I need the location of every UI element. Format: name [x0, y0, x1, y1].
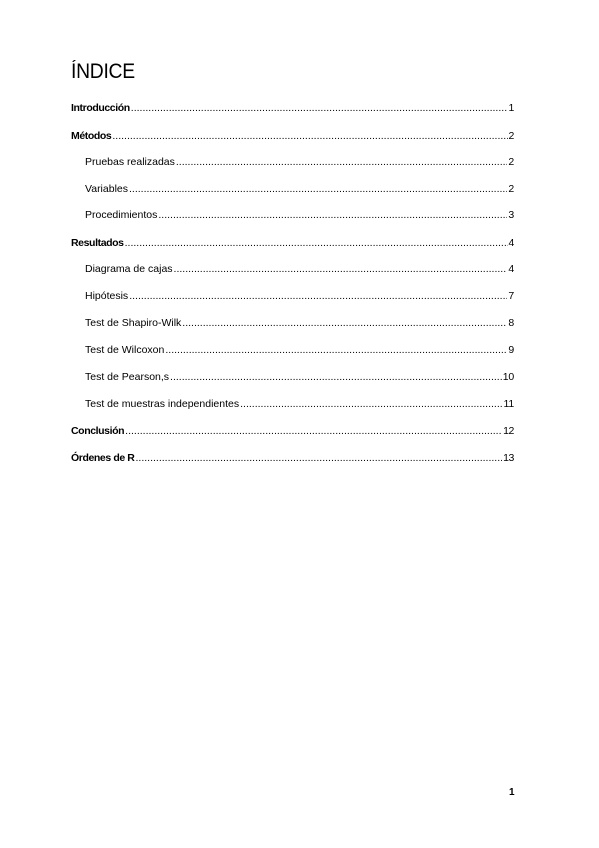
- toc-entry-page: 2: [508, 130, 514, 142]
- toc-entry-label: Variables: [85, 183, 128, 195]
- toc-entry-label: Conclusión: [71, 425, 125, 437]
- toc-entry-procedimientos[interactable]: [85, 208, 514, 222]
- toc-dot-leader: [165, 343, 507, 357]
- toc-dot-leader: [135, 451, 502, 465]
- toc-dot-leader: [240, 397, 502, 411]
- toc-entry-page: 12: [503, 425, 514, 437]
- toc-entry-test-muestras-independientes[interactable]: [85, 397, 514, 411]
- toc-dot-leader: [129, 182, 507, 196]
- toc-entry-ordenes-de-r[interactable]: [71, 451, 514, 465]
- toc-entry-page: 11: [503, 398, 514, 410]
- toc-entry-label: Test de Shapiro-Wilk: [85, 317, 182, 329]
- toc-entry-metodos[interactable]: [71, 129, 514, 143]
- toc-dot-leader: [125, 236, 508, 250]
- toc-entry-pruebas-realizadas[interactable]: [85, 155, 514, 169]
- toc-entry-variables[interactable]: [85, 182, 514, 196]
- toc-entry-page: 13: [503, 452, 514, 464]
- toc-entry-page: 10: [502, 371, 514, 383]
- toc-entry-label: Introducción: [71, 102, 130, 114]
- toc-entry-test-wilcoxon[interactable]: [85, 343, 514, 357]
- toc-entry-label: Procedimientos: [85, 209, 158, 221]
- toc-entry-page: 8: [508, 317, 514, 329]
- toc-entry-label: Test de muestras independientes: [85, 398, 240, 410]
- toc-entry-hipotesis[interactable]: [85, 289, 514, 303]
- toc-entry-page: 1: [508, 102, 514, 114]
- toc-entry-label: Diagrama de cajas: [85, 263, 173, 275]
- toc-dot-leader: [182, 316, 507, 330]
- toc-entry-test-shapiro-wilk[interactable]: [85, 316, 514, 330]
- page-title: ÍNDICE: [71, 60, 135, 83]
- toc-entry-page: 3: [508, 209, 514, 221]
- toc-entry-conclusion[interactable]: [71, 424, 514, 438]
- toc-entry-page: 2: [508, 183, 514, 195]
- toc-dot-leader: [174, 262, 508, 276]
- toc-entry-page: 4: [508, 237, 514, 249]
- toc-dot-leader: [131, 101, 508, 115]
- toc-dot-leader: [125, 424, 502, 438]
- toc-entry-page: 9: [508, 344, 514, 356]
- toc-dot-leader: [129, 289, 507, 303]
- toc-entry-diagrama-de-cajas[interactable]: [85, 262, 514, 276]
- toc-entry-label: Órdenes de R: [71, 452, 135, 464]
- toc-entry-page: 4: [508, 263, 514, 275]
- toc-entry-label: Test de Pearson,s: [85, 371, 170, 383]
- toc-entry-label: Test de Wilcoxon: [85, 344, 165, 356]
- toc-entry-page: 2: [508, 156, 514, 168]
- toc-entry-label: Métodos: [71, 130, 112, 142]
- toc-entry-page: 7: [508, 290, 514, 302]
- toc-entry-label: Resultados: [71, 237, 124, 249]
- toc-dot-leader: [176, 155, 507, 169]
- toc-dot-leader: [158, 208, 507, 222]
- toc-entry-test-pearson[interactable]: [85, 370, 514, 384]
- toc-entry-label: Pruebas realizadas: [85, 156, 175, 168]
- toc-entry-label: Hipótesis: [85, 290, 129, 302]
- page-number: 1: [509, 787, 515, 798]
- toc-entry-introduccion[interactable]: [71, 101, 514, 115]
- toc-dot-leader: [170, 370, 502, 384]
- toc-entry-resultados[interactable]: [71, 236, 514, 250]
- toc-dot-leader: [112, 129, 507, 143]
